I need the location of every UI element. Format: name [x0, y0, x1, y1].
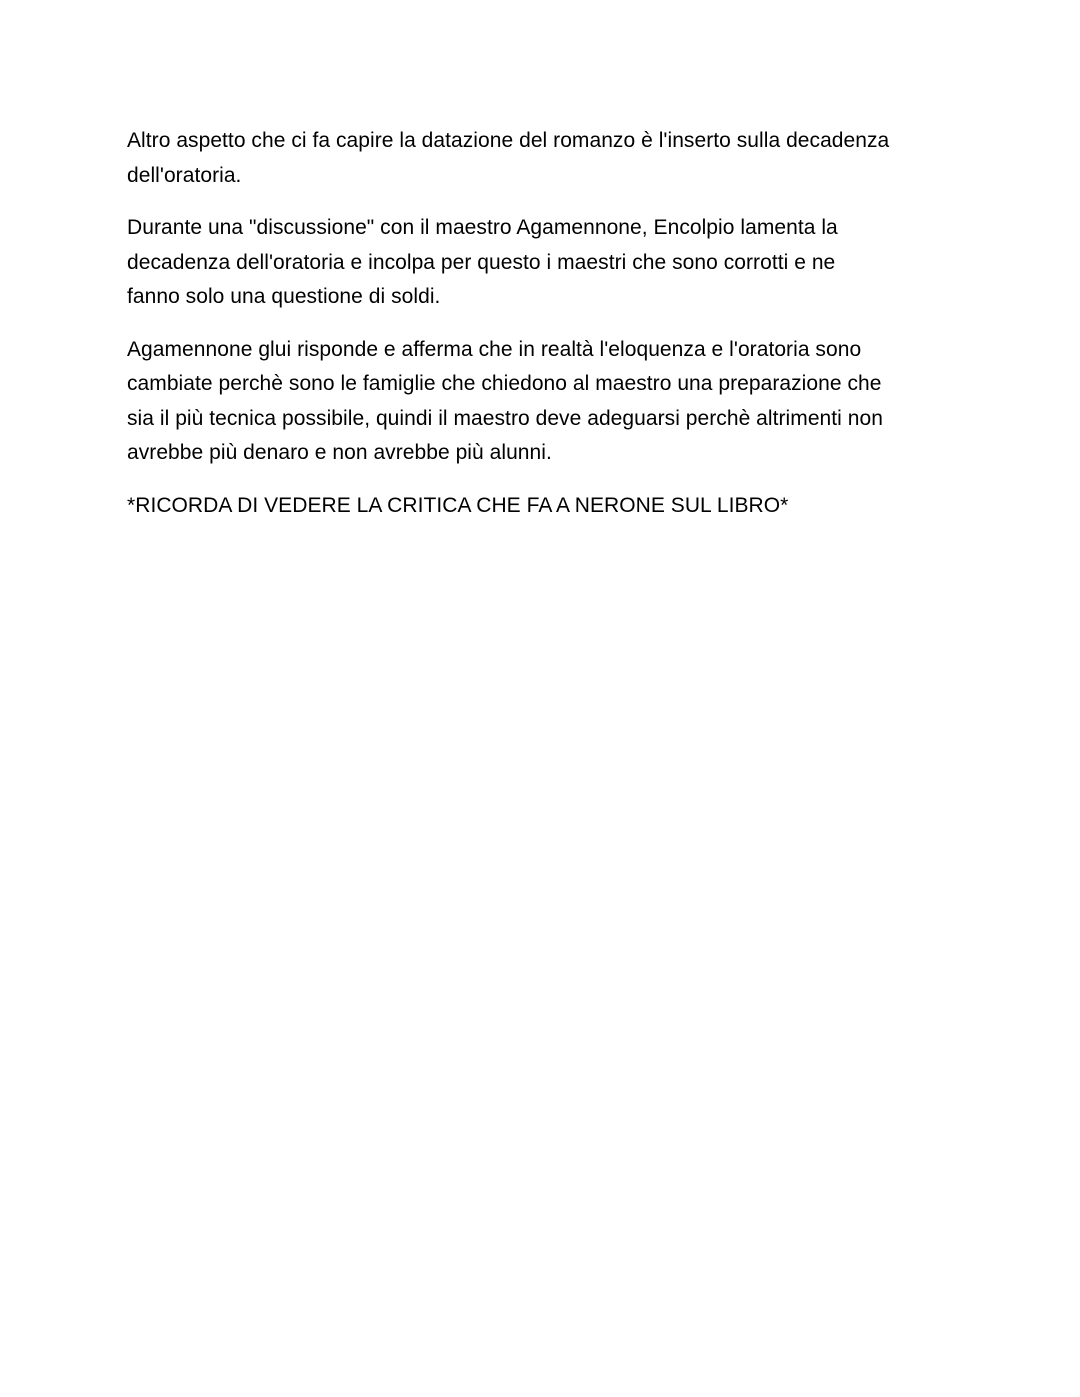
- text-line: *RICORDA DI VEDERE LA CRITICA CHE FA A NERONE SUL LIBRO*: [127, 493, 789, 517]
- text-line: sia il più tecnica possibile, quindi il maestro deve adeguarsi perchè altrimenti non: [127, 406, 883, 430]
- paragraph-discussione: [127, 211, 957, 315]
- text-line: dell'oratoria.: [127, 163, 242, 187]
- text-line: fanno solo una questione di soldi.: [127, 285, 441, 308]
- text-line: cambiate perchè sono le famiglie che chiedono al maestro una preparazione che: [127, 372, 882, 395]
- text-line: Agamennone glui risponde e afferma che in realtà l'eloquenza e l'oratoria sono: [127, 337, 862, 361]
- text-line: avrebbe più denaro e non avrebbe più alunni.: [127, 441, 552, 464]
- text-line: decadenza dell'oratoria e incolpa per questo i maestri che sono corrotti e ne: [127, 250, 836, 274]
- text-line: Altro aspetto che ci fa capire la datazione del romanzo è l'inserto sulla decadenza: [127, 129, 890, 152]
- text-line: Durante una "discussione" con il maestro Agamennone, Encolpio lamenta la: [127, 216, 838, 239]
- document-body: [127, 124, 957, 541]
- paragraph-datazione: [127, 124, 957, 193]
- paragraph-risposta-agamennone: [127, 333, 957, 471]
- paragraph-promemoria: [127, 489, 957, 524]
